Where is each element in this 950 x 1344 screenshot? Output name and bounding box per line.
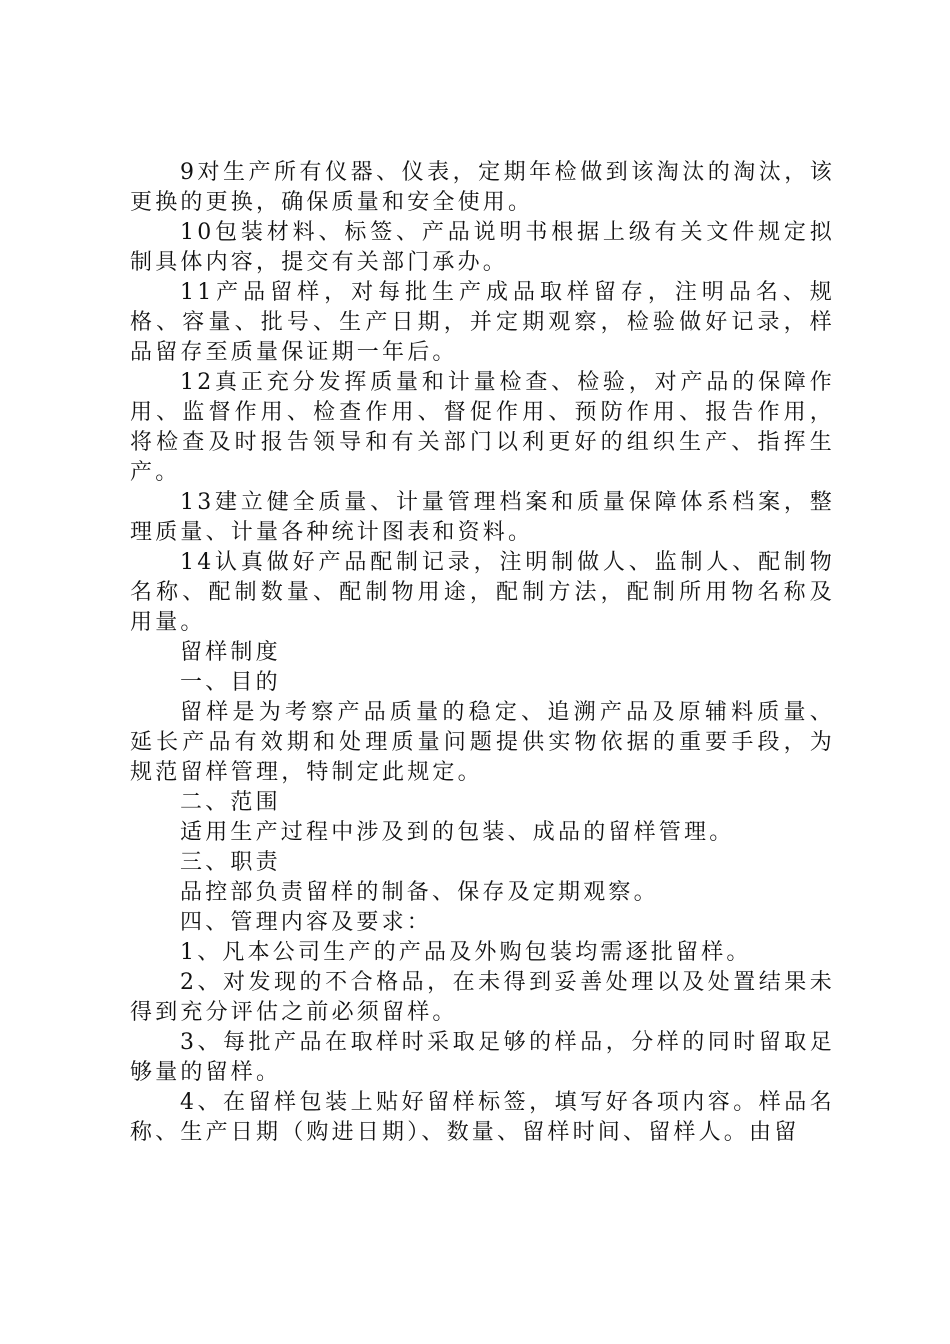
requirement-item-1: 1、凡本公司生产的产品及外购包装均需逐批留样。 — [180, 940, 752, 965]
paragraph-item-11: 11产品留样，对每批生产成品取样留存，注明品名、规格、容量、批号、生产日期，并定期观察，检验做好记录，样品留存至质量保证期一年后。 — [130, 280, 835, 365]
heading-scope: 二、范围 — [180, 790, 281, 815]
scope-text: 适用生产过程中涉及到的包装、成品的留样管理。 — [180, 820, 735, 845]
requirement-item-3: 3、每批产品在取样时采取足够的样品，分样的同时留取足够量的留样。 — [130, 1030, 835, 1085]
paragraph-item-10: 10包装材料、标签、产品说明书根据上级有关文件规定拟制具体内容，提交有关部门承办。 — [130, 220, 835, 275]
purpose-text: 留样是为考察产品质量的稳定、追溯产品及原辅料质量、延长产品有效期和处理质量问题提供实物依据的重要手段，为规范留样管理，特制定此规定。 — [130, 700, 835, 785]
paragraph-item-13: 13建立健全质量、计量管理档案和质量保障体系档案，整理质量、计量各种统计图表和资料。 — [130, 490, 835, 545]
section-title: 留样制度 — [180, 640, 281, 665]
document-body — [130, 158, 835, 1148]
paragraph-item-14: 14认真做好产品配制记录，注明制做人、监制人、配制物名称、配制数量、配制物用途，配制方法，配制所用物名称及用量。 — [130, 550, 835, 635]
requirement-item-2: 2、对发现的不合格品，在未得到妥善处理以及处置结果未得到充分评估之前必须留样。 — [130, 970, 835, 1025]
heading-requirements: 四、管理内容及要求： — [180, 910, 433, 935]
duties-text: 品控部负责留样的制备、保存及定期观察。 — [180, 880, 659, 905]
requirement-item-4: 4、在留样包装上贴好留样标签，填写好各项内容。样品名称、生产日期（购进日期）、数量、留样时间、留样人。由留 — [130, 1090, 835, 1145]
heading-purpose: 一、目的 — [180, 670, 281, 695]
paragraph-item-9: 9对生产所有仪器、仪表，定期年检做到该淘汰的淘汰，该更换的更换，确保质量和安全使用。 — [130, 160, 835, 215]
heading-duties: 三、职责 — [180, 850, 281, 875]
paragraph-item-12: 12真正充分发挥质量和计量检查、检验，对产品的保障作用、监督作用、检查作用、督促作用、预防作用、报告作用，将检查及时报告领导和有关部门以利更好的组织生产、指挥生产。 — [130, 370, 835, 485]
